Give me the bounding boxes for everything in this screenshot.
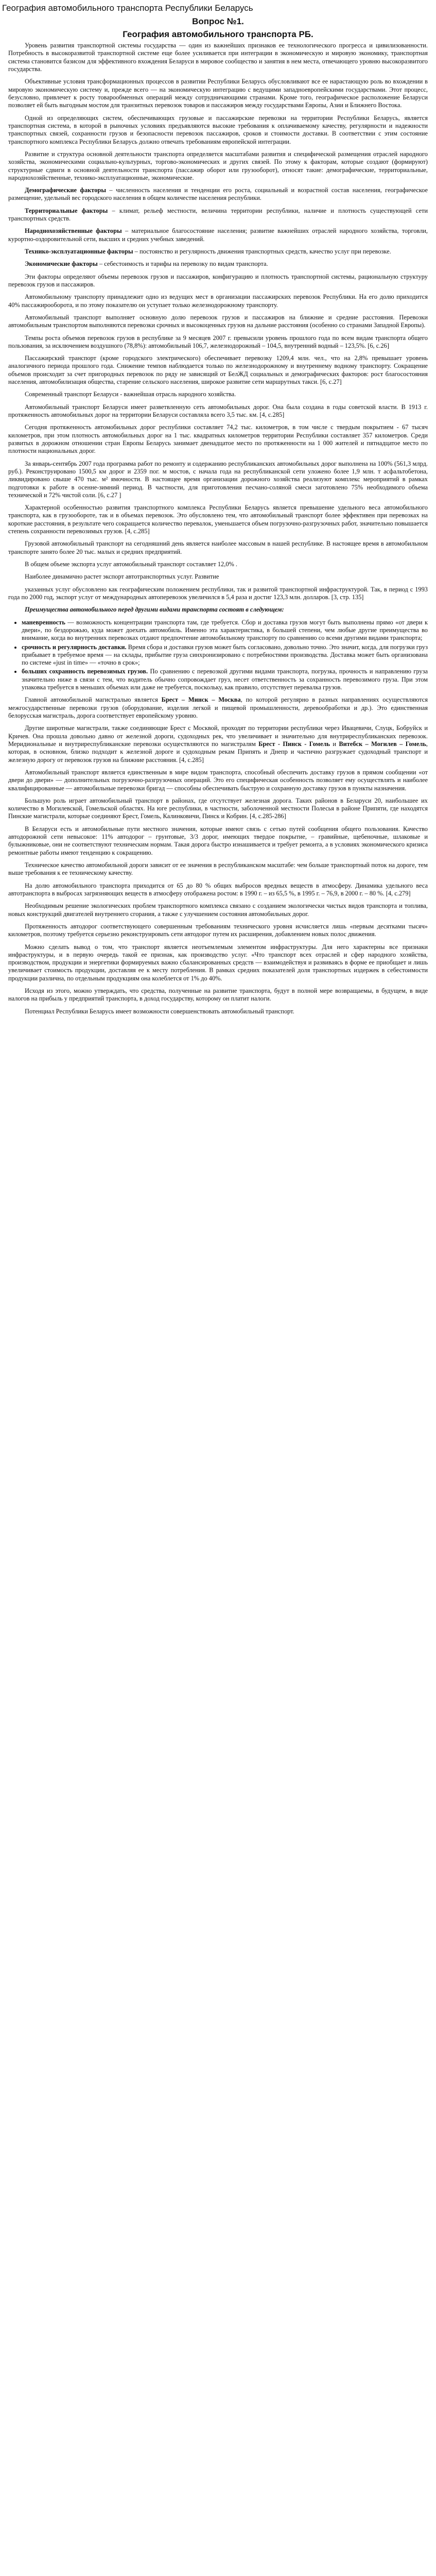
text-span: – климат, рельеф местности, величина территории республики, наличие и плотность существующей сети транспортных средств.	[8, 207, 428, 223]
text-span: указанных услуг обусловлено как географическим положением республики, так и развитой транспортной инфраструктурой. Так, в период с 1993 года по 2000 год, экспорт услуг от международных автоперевозок увеличился в 5,4 раза и достиг 123,3 млн. долларов. [3, стр. 135]	[8, 585, 428, 601]
advantage-lead: маневренность	[22, 618, 65, 626]
body-paragraph	[8, 187, 428, 202]
text-span: Характерной особенностью развития транспортного комплекса Республики Беларусь является превышение удельного веса автомобильного транспорта, как в грузообороте, так и в объемах перевозок. Это обусловлено тем, что автомобильный транспорт более эффективен при перевозках на короткие расстояния, в результате чего сокращается количество перевалок, уменьшается объем погрузочно-разгрузочных работ, значительно повышается степень сохранности перевозимых грузов. [4, c.285]	[8, 504, 428, 535]
body-paragraph	[8, 227, 428, 243]
text-span: Автомобильный транспорт Беларуси имеет разветвленную сеть автомобильных дорог. Она была создана в годы советской власти. В 1913 г. протяженность автомобильных дорог на территории Беларуси составляла всего 3,5 тыс. км. [4, c.285]	[8, 403, 428, 419]
text-span: Технико-эксплуатационные факторы	[25, 248, 133, 256]
body-paragraph	[8, 561, 428, 568]
text-span: В Беларуси есть и автомобильные пути местного значения, которые имеют связь с сетью путей сообщения общего пользования. Качество автодорожной сети невысокое: 11% автодорог – грунтовые, 3/3 дорог, имеющих твердое покрытие, – гравийные, щебеночные, шлаковые и булыжниковые, они не соответствуют техническим нормам. Такая дорога быстро изнашивается и требует ремонта, а в условиях экономического кризиса ремонтные работы имеют тенденцию к сокращению.	[8, 825, 428, 856]
body-paragraph	[8, 902, 428, 918]
text-span: и	[329, 740, 339, 748]
text-span: Брест - Пинск - Гомель	[258, 740, 330, 748]
text-span: Современный транспорт Беларуси - важнейшая отрасль народного хозяйства.	[25, 391, 236, 398]
body-paragraph	[8, 114, 428, 146]
body-paragraph	[8, 260, 428, 268]
document-title: География автомобильного транспорта Республики Беларусь	[2, 3, 253, 13]
advantages-list	[8, 619, 428, 692]
text-span: , которая, в основном, близко подходит к железной дороге и судоходным рекам Припять и Днепр и частично разгружает судоходный транспорт и железную дорогу от перевозок грузов на ближние расстояния. [4, c.285]	[8, 740, 428, 764]
body-paragraph	[8, 769, 428, 792]
text-span: Народнохозяйственные факторы	[25, 227, 122, 235]
text-span: Уровень развития транспортной системы государства — один из важнейших признаков ее технологического прогресса и цивилизованности. Потребность в высокоразвитой транспортной системе еще более усиливается при интеграции в экономическую и мировую экономику, транспортная система становится базисом для эффективного вхождения Беларуси в мировое сообщество и занятия в нем места, отвечающего уровню высокоразвитого государства.	[8, 42, 428, 73]
text-span: Преимущества автомобильного перед другими видами транспорта состоят в следующем:	[25, 606, 284, 614]
body-paragraph	[8, 586, 428, 602]
body-paragraph	[8, 403, 428, 419]
body-paragraph	[8, 882, 428, 898]
text-span: Сегодня протяженность автомобильных дорог республики составляет 74,2 тыс. километров, в том числе с твердым покрытием - 67 тысяч километров, при этом плотность автомобильных дорог на 1 тыс. квадратных километров территории Республики составляет 357 километров. Среди развитых в дорожном отношении стран Европы Беларусь занимает двенадцатое место по протяженности на 1 000 жителей и пятнадцатое место по плотности национальных дорог.	[8, 423, 428, 455]
document-body	[0, 42, 436, 1015]
text-span: Главной автомобильной магистралью является	[25, 696, 162, 704]
text-span: Необходимым решение экологических проблем транспортного комплекса связано с созданием экологически чистых видов транспорта и топлива, новых конструкций двигателей внутреннего сгорания, а также с улучшением состояния автомобильных дорог.	[8, 902, 428, 918]
body-paragraph	[8, 797, 428, 821]
document-page	[0, 3, 436, 1015]
text-span: За январь-сентябрь 2007 года программа работ по ремонту и содержанию республиканских автомобильных дорог выполнена на 100% (561,3 млрд. руб.). Реконструировано 1500,5 км дорог и 2359 пог. м мостов, с начала года на республиканской сети уложено более 1,9 млн. т асфальтобетона, ликвидировано свыше 470 тыс. м² ямочности. В настоящее время организации дорожного хозяйства реализуют комплекс мероприятий в рамках подготовки к работе в осенне-зимний период. В частности, для приготовления песчано-соляной смеси заготовлено 75% необходимого объема технической и 72% чистой соли. [6, c.27 ]	[8, 460, 428, 499]
text-span: Исходя из этого, можно утверждать, что средства, полученные на развитие транспорта, будут в полной мере возвращаемы, в будущем, в виде налогов на прибыль у предприятий транспорта, в доход государству, которому он платит налоги.	[8, 987, 428, 1003]
body-paragraph	[8, 861, 428, 877]
body-paragraph	[8, 207, 428, 223]
advantage-lead: срочность и регулярность доставки.	[22, 643, 127, 651]
body-paragraph	[8, 573, 428, 581]
advantage-text: — возможность концентрации транспорта там, где требуется. Сбор и доставка грузов могут быть выполнены прямо «от двери к двери», по бездорожью, куда может доехать автомобиль. Именно эта характеристика, в большей степени, чем любые другие преимущества во внимание, когда во внутренних перевозках отдают предпочтение автомобильному транспорту по сравнению со всеми другими видами транспорта;	[22, 618, 428, 642]
text-span: , по которой регулярно в разных направлениях осуществляются межгосударственные перевозки грузов (оборудование, изделия легкой и пищевой промышленности, деревообработки и др.). Это единственная белорусская магистраль, дорога соответствует европейскому уровню.	[8, 696, 428, 720]
body-paragraph	[8, 943, 428, 983]
advantage-lead: больших сохранность перевозимых грузов.	[22, 668, 148, 675]
question-heading: Вопрос №1.	[192, 16, 244, 27]
advantage-item	[22, 668, 428, 691]
body-paragraph	[8, 540, 428, 556]
body-paragraph	[8, 460, 428, 500]
text-span: Брест – Минск – Москва	[161, 696, 241, 704]
advantage-text: По сравнению с перевозкой другими видами транспорта, погрузка, прочность и направлению груза значительно ниже в связи с тем, что водитель обычно сопровождает груз, несет ответственность за сохранность перевозимого груза. При этом упаковка требуется в меньших объемах или даже не требуется, поскольку, как правило, отсутствует перевалка грузов.	[22, 668, 428, 691]
text-span: Потенциал Республики Беларусь имеет возможности совершенствовать автомобильный транспорт.	[25, 1007, 294, 1015]
body-paragraph	[8, 391, 428, 398]
text-span: Грузовой автомобильный транспорт на сегодняшний день является наиболее массовым в нашей республике. В настоящее время в автомобильном транспорте занято более 20 тыс. малых и средних предприятий.	[8, 540, 428, 555]
text-span: – численность населения и тенденции его роста, социальный и возрастной состав населения, географическое размещение, удельный вес городского населения в общем количестве населения республики.	[8, 187, 428, 202]
body-paragraph	[8, 696, 428, 720]
advantage-text: Время сбора и доставки грузов может быть согласовано, довольно точно. Это значит, когда, для погрузки груз прибывает в требуемое время — на склады, прибытие груза синхронизировано с потребностями производства. Доставка может быть организована по системе «just in time» — «точно в срок»;	[22, 643, 428, 667]
body-paragraph	[8, 42, 428, 73]
text-span: Большую роль играет автомобильный транспорт в районах, где отсутствует железная дорога. Таких районов в Беларуси 20, наибольшее их количество в Могилевской, Гомельской областях. На юге республики, в частности, заболоченной местности Полесья в районе Припяти, где находятся Пинские магистрали, которые соединяют Брест, Гомель, Калинковичи, Пинск и Кобрин. [4, c.285-286]	[8, 796, 428, 820]
body-paragraph	[8, 334, 428, 350]
body-part-1	[8, 42, 428, 614]
text-span: Можно сделать вывод о том, что транспорт является неотъемлемым элементом инфраструктуры. Для него характерны все признаки инфраструктуры, и в первую очередь такой ее признак, как производство услуг. «Что транспорт всех отраслей и сфер народного хозяйства, производством, продукции и энергетики формируемых важно сбалансированных средств — взаимодействуя и развиваясь в форме ее приобщает и лишь увеличивает стоимость продукции, доставляя ее к месту потребления. В рамках средних показателей доля транспортных издержек в себестоимости продукции различна, по отдельным продукциям она колеблется от 1% до 40%.	[8, 943, 428, 982]
text-span: Эти факторы определяют объемы перевозок грузов и пассажиров, конфигурацию и плотность транспортной системы, рациональную структуру перевозок грузов и пассажиров.	[8, 273, 428, 288]
body-paragraph	[8, 314, 428, 330]
text-span: Наиболее динамично растет экспорт автотранспортных услуг. Развитие	[25, 573, 219, 581]
text-span: Протяженность автодорог соответствующего совершенным требованиям технического уровня исчисляется лишь «первым десятками тысяч» километров, поэтому требуется серьезно реконструировать сети автодорог путем их расширения, добавлением новых полос движения.	[8, 922, 428, 938]
body-paragraph	[8, 724, 428, 764]
body-paragraph	[8, 923, 428, 939]
advantage-item	[22, 619, 428, 642]
text-span: Пассажирский транспорт (кроме городского электрического) обеспечивает перевозку 1209,4 млн. чел., что на 2,8% превышает уровень аналогичного периода прошлого года. Снижение темпов наблюдается только по железнодорожному и внутреннему водному транспорту. Сокращение объемов происходит за счет пригородных перевозок по ряду не зависящий от БелЖД социальных и демографических факторов: рост благосостояния населения, автомобилизация общества, старение сельского населения, широкое развитие сети маршрутных такси. [6, c.27]	[8, 354, 428, 386]
text-span: – материальное благосостояние населения; развитие важнейших отраслей народного хозяйства, торговли, курортно-оздоровительной сети, высших и средних учебных заведений.	[8, 227, 428, 243]
body-paragraph	[8, 273, 428, 289]
text-span: Автомобильному транспорту принадлежит одно из ведущих мест в организации пассажирских перевозок Республики. На его долю приходится 40% пассажирооборота, и по этому показателю он уступает только железнодорожному транспорту.	[8, 293, 428, 309]
body-paragraph	[8, 293, 428, 309]
text-span: – постоянство и регулярность движения транспортных средств, качество услуг при перевозке.	[133, 248, 391, 256]
body-paragraph	[8, 504, 428, 535]
text-span: Демографические факторы	[25, 187, 106, 194]
text-span: Техническое качество автомобильной дороги зависит от ее значения в республиканском масштабе: чем больше транспортный поток на дороге, тем выше требования к ее техническому качеству.	[8, 861, 428, 877]
body-paragraph	[8, 78, 428, 109]
body-paragraph	[8, 987, 428, 1003]
text-span: Темпы роста объемов перевозок грузов в республике за 9 месяцев 2007 г. превысили уровень прошлого года по всем видам транспорта общего пользования, за исключением воздушного (78,8%): автомобильный 106,7, железнодорожный – 104,5, внутренний водный – 123,5%. [6, c.26]	[8, 334, 428, 349]
text-span: Развитие и структура основной деятельности транспорта определяется масштабами развития и специфической размещения отраслей народного хозяйства, экономическими социально-культурных, торгово-экономических и других связей. По этому к факторам, которые создают (формируют) структурные сдвиги в основной деятельности транспорта (пассажир оборот или грузооборот), относят такие: демографические, территориальные, народнохозяйственные, технико-эксплуатационные, экономические.	[8, 150, 428, 181]
text-span: Территориальные факторы	[25, 207, 108, 214]
body-paragraph	[8, 825, 428, 857]
text-span: Автомобильный транспорт выполняет основную долю перевозок грузов и пассажиров на ближние и средние расстояния. Перевозки автомобильным транспортом выполняются перевозки срочных и высокоценных грузов на дальние расстояния (особенно со странами Западной Европы).	[8, 313, 428, 329]
body-paragraph	[8, 1008, 428, 1015]
body-paragraph	[8, 423, 428, 455]
text-span: Витебск – Могилев – Гомель	[339, 740, 426, 748]
text-span: Другие широтные магистрали, также соединяющие Брест с Москвой, проходят по территории республики через Ивацевичи, Слуцк, Бобруйск и Кричев. Она прошла довольно давно от железной дороги, судоходных рек, что увеличивает и значительно для внутриреспубликанских перевозок. Меридиональные и внутриреспубликанские перевозки осуществляются по магистралям	[8, 724, 428, 748]
text-span: В общем объеме экспорта услуг автомобильный транспорт составляет 12,0% .	[25, 561, 238, 568]
text-span: – себестоимость и тарифы на перевозку по видам транспорта.	[97, 260, 268, 268]
body-part-2	[8, 696, 428, 1015]
text-span: Автомобильный транспорт является единственным в мире видом транспорта, способный обеспечить доставку грузов в прямом сообщении «от двери до двери» — дополнительных погрузочно-разгрузочных операций. Это его специфическая особенность позволяет ему осуществлять и наиболее квалифицированные — автомобильные перевозки бригад — способны обеспечивать быструю и сохранную доставку грузов в пункты назначения.	[8, 768, 428, 792]
text-span: Экономические факторы	[25, 260, 98, 268]
body-paragraph	[8, 248, 428, 256]
body-paragraph	[8, 606, 428, 614]
text-span: Объективные условия трансформационных процессов в развитии Республики Беларусь обусловливают все ее нарастающую роль во вхождении в мировую экономическую систему и, прежде всего — на экономическую интеграцию с ведущими западноевропейскими государствами. Этот процесс, безусловно, привлечет к росту товарообменных операций между сотрудничающими странами. Кроме того, географическое расположение Беларуси позволяет ей быть выгодным мостом для транзитных перевозок товаров и пассажиров между государствами Европы, Азии и Ближнего Востока.	[8, 78, 428, 109]
advantage-item	[22, 643, 428, 667]
body-paragraph	[8, 354, 428, 386]
text-span: Одной из определяющих систем, обеспечивающих грузовые и пассажирские перевозки на территории Республики Беларусь, является транспортная система, в которой в рыночных условиях предъявляются высокие требования к оплачиваемому качеству, регулярности и надежности транспортных связей, сохранности грузов и безопасности перевозок пассажиров, сроков и стоимости доставки. В соответствии с этим состояние транспортного комплекса Республики Беларусь должно отвечать требованиям европейской интеграции.	[8, 114, 428, 145]
body-paragraph	[8, 150, 428, 182]
section-heading: География автомобильного транспорта РБ.	[123, 29, 313, 39]
text-span: На долю автомобильного транспорта приходится от 65 до 80 % общих выбросов вредных веществ в атмосферу. Динамика удельного веса автотранспорта в выбросах загрязняющих веществ в атмосферу отображена ростом: в 1990 г. – из 65,5 %, в 1995 г. – 76,9, в 2000 г. – 80 %. [4, c.279]	[8, 882, 428, 897]
